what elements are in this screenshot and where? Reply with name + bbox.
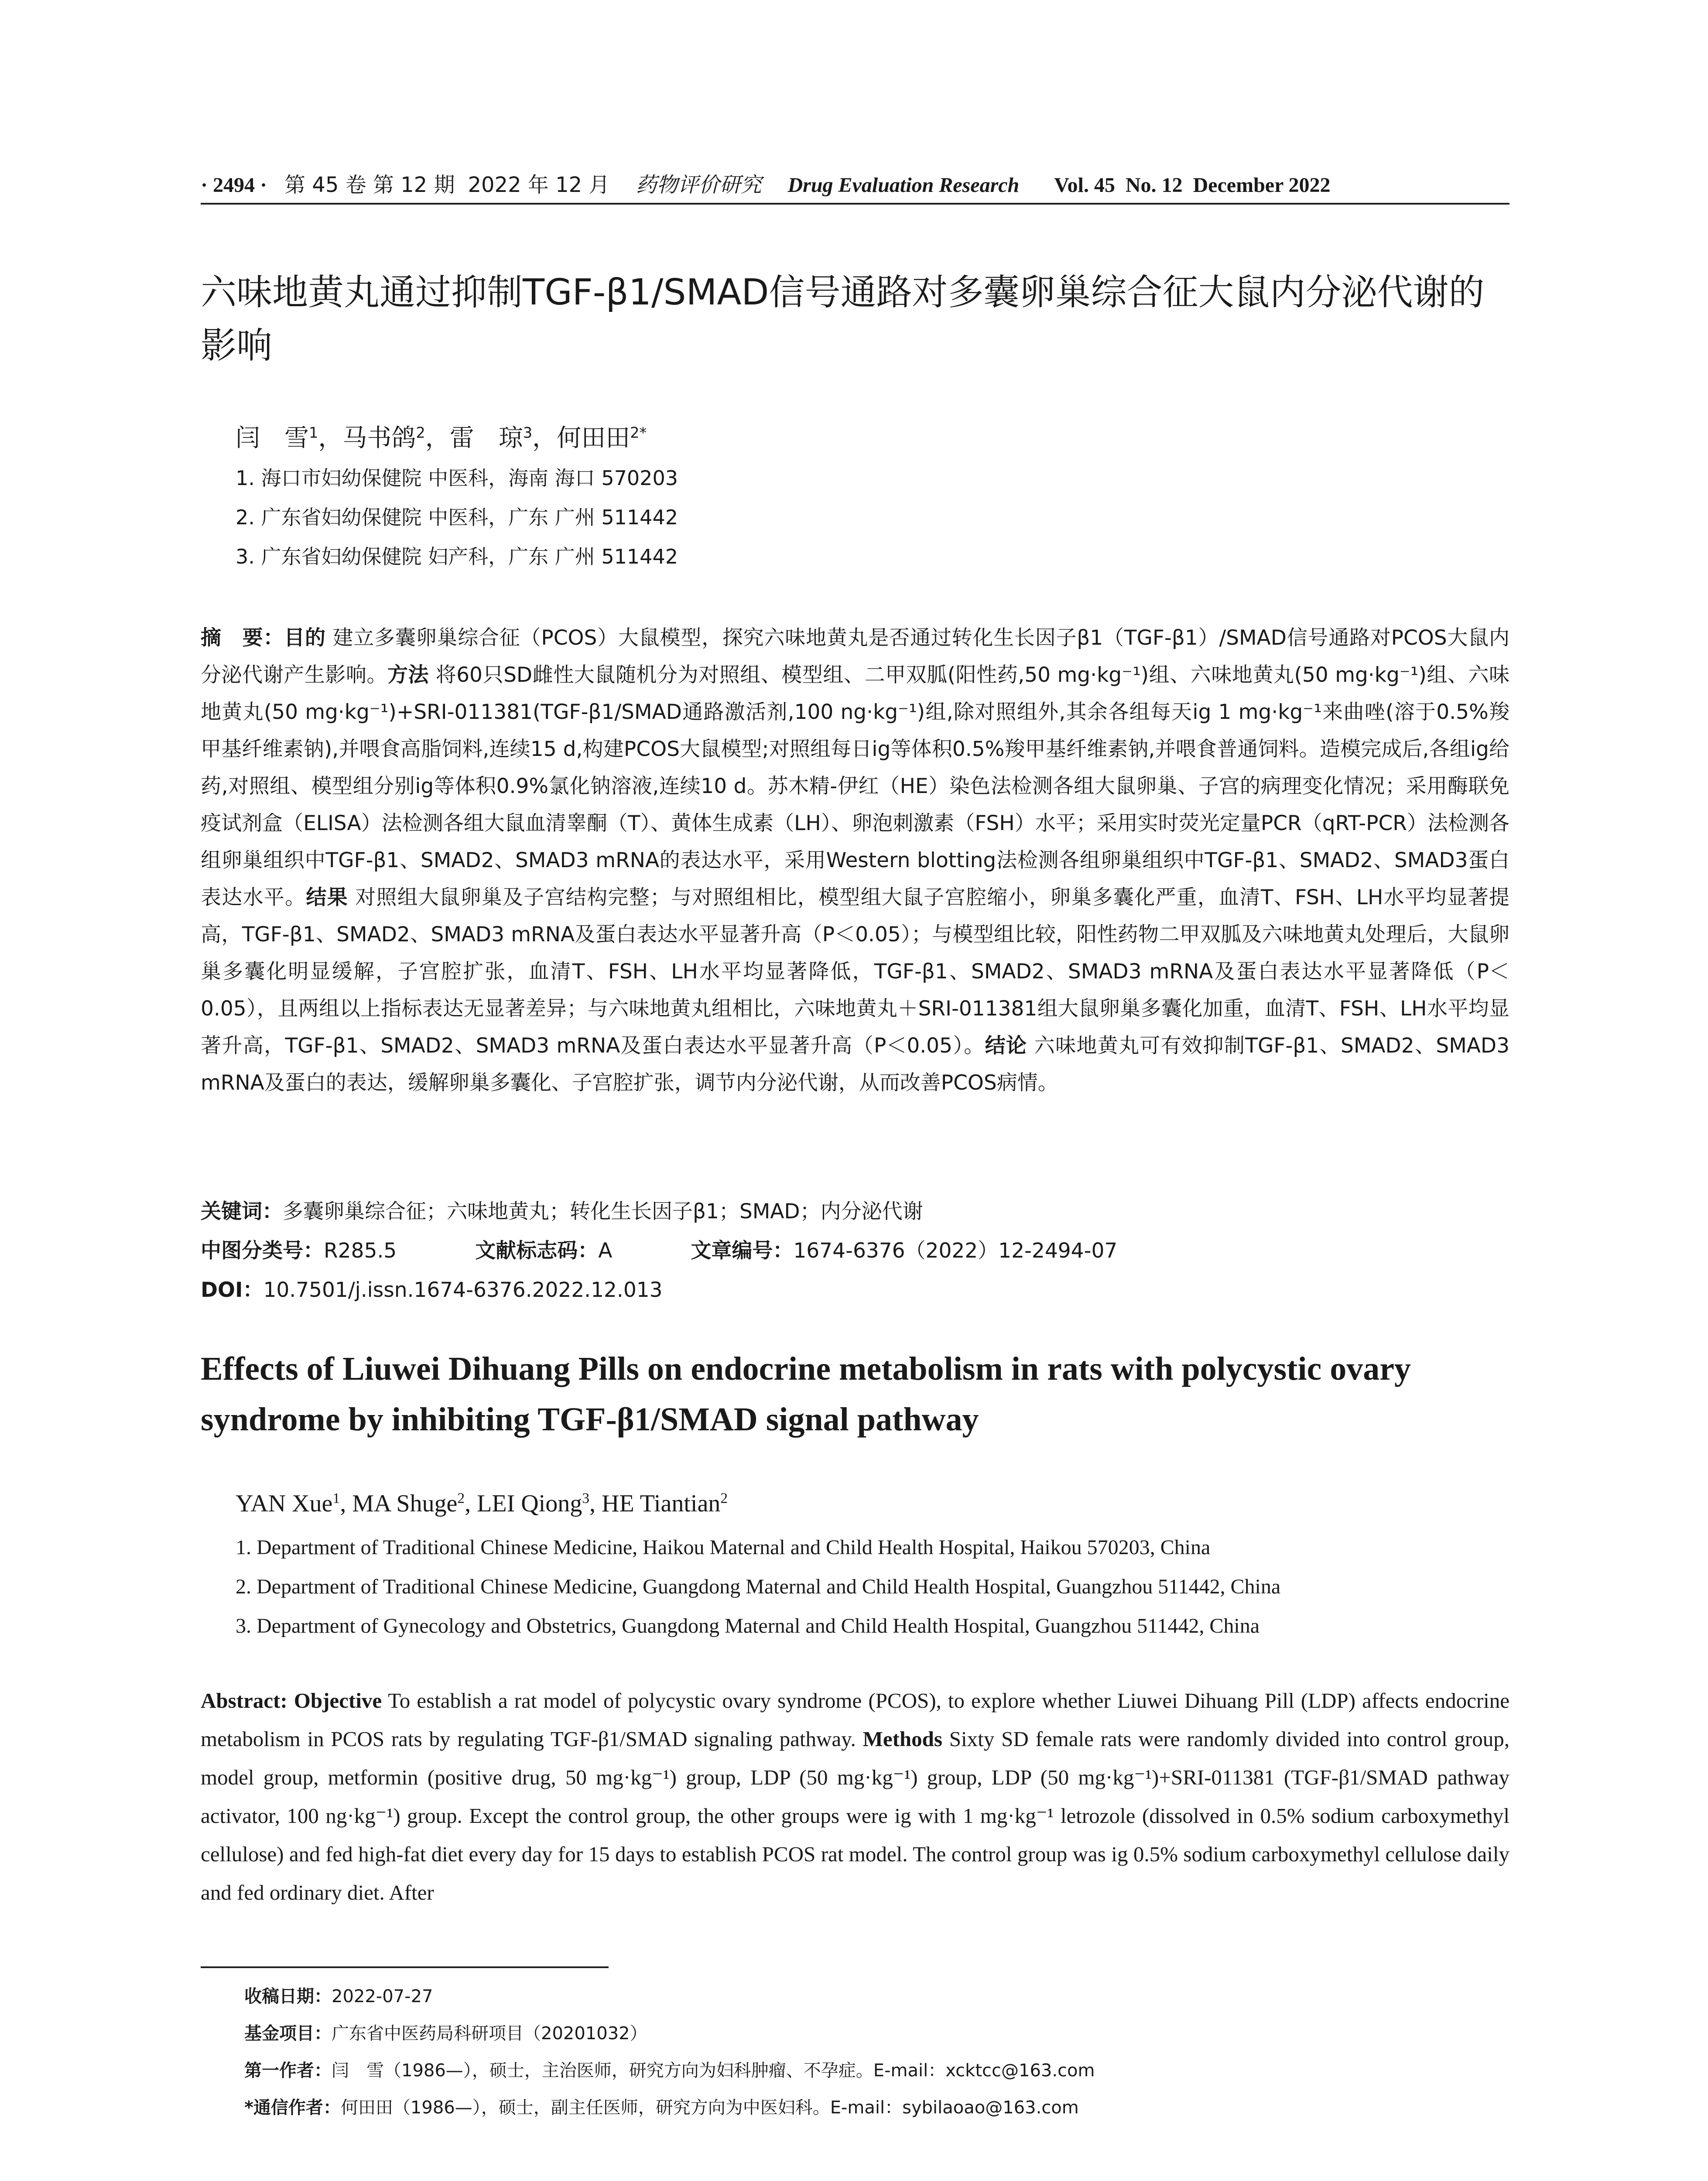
author-1: 闫 雪 [236, 424, 309, 452]
author-4-affil: 2* [630, 424, 647, 441]
conclusion-text-cn: 六味地黄丸可有效抑制TGF-β1、SMAD2、SMAD3 mRNA及蛋白的表达，缓解卵巢多囊化、子宫腔扩张，调节内分泌代谢，从而改善PCOS病情。 [201, 1034, 1509, 1095]
author-en-1: YAN Xue [236, 1490, 333, 1517]
author-2: ，马书鸽 [318, 424, 416, 452]
author-2-affil: 2 [416, 424, 425, 441]
author-3-affil: 3 [523, 424, 533, 441]
author-en-3-affil: 3 [582, 1490, 590, 1507]
authors-en [236, 1490, 1283, 1518]
doc-code-label: 文献标志码： [475, 1239, 599, 1263]
clc-value: R285.5 [324, 1239, 397, 1263]
volume-issue-en: Vol. 45 No. 12 December 2022 [1054, 174, 1331, 197]
abstract-en [201, 1682, 1509, 1912]
author-1-affil: 1 [309, 424, 318, 441]
objective-text-cn: 建立多囊卵巢综合征（PCOS）大鼠模型，探究六味地黄丸是否通过转化生长因子β1（TGF-β1）/SMAD信号通路对PCOS大鼠内分泌代谢产生影响。 [201, 626, 1509, 687]
journal-name-en: Drug Evaluation Research [787, 174, 1020, 197]
doc-code-value: A [598, 1239, 613, 1263]
doi-line [201, 1274, 1509, 1303]
affiliation-cn-1: 1. 海口市妇幼保健院 中医科，海南 海口 570203 [236, 466, 678, 490]
keywords-label: 关键词： [201, 1200, 283, 1224]
affiliation-cn-3: 3. 广东省妇幼保健院 妇产科，广东 广州 511442 [236, 545, 678, 568]
conclusion-label-cn: 结论 [985, 1034, 1027, 1058]
results-text-cn: 对照组大鼠卵巢及子宫结构完整；与对照组相比，模型组大鼠子宫腔缩小，卵巢多囊化严重，血清T、FSH、LH水平均显著提高，TGF-β1、SMAD2、SMAD3 mRNA及蛋白表达水平显著升高（P＜0.05）；与模型组比较，阳性药物二甲双胍及六味地黄丸处理后，大鼠卵巢多囊化明显缓解，子宫腔扩张，血清T、FSH、LH水平均显著降低，TGF-β1、SMAD2、SMAD3 mRNA及蛋白表达水平显著降低（P＜0.05），且两组以上指标表达无显著差异；与六味地黄丸组相比，六味地黄丸＋SRI-011381组大鼠卵巢多囊化加重，血清T、FSH、LH水平均显著升高，TGF-β1、SMAD2、SMAD3 mRNA及蛋白表达水平显著升高（P＜0.05）。 [201, 885, 1510, 1058]
title-cn: 六味地黄丸通过抑制TGF-β1/SMAD信号通路对多囊卵巢综合征大鼠内分泌代谢的影响 [201, 272, 1485, 366]
corr-author-label: *通信作者： [244, 2098, 341, 2118]
abstract-cn-label: 摘 要： [201, 626, 284, 650]
fund-label: 基金项目： [244, 2024, 332, 2044]
first-author-text: 闫 雪（1986—），硕士，主治医师，研究方向为妇科肿瘤、不孕症。E-mail：xcktcc@163.com [332, 2061, 1095, 2081]
footnote-corresponding-author [244, 2094, 1466, 2119]
footnote-rule [201, 1966, 609, 1968]
affiliation-cn-2: 2. 广东省妇幼保健院 中医科，广东 广州 511442 [236, 506, 678, 529]
authors-cn [236, 419, 1283, 454]
objective-text-en: To establish a rat model of polycystic ovary syndrome (PCOS), to explore whether Liuwei Dihuang Pill (LDP) affects endocrine metabolism in PCOS rats by regulating TGF-β1/SMAD signaling pathway. [201, 1689, 1509, 1751]
author-4: ，何田田 [532, 424, 630, 452]
affiliation-en-3: 3. Department of Gynecology and Obstetrics, Guangdong Maternal and Child Health Hospital, Guangzhou 511442, China [236, 1614, 1260, 1637]
footnote-fund [244, 2020, 1466, 2044]
article-no-label: 文章编号： [691, 1239, 794, 1263]
keywords-cn [201, 1195, 1509, 1224]
doi-label: DOI： [201, 1278, 264, 1302]
header-rule [201, 203, 1509, 205]
doi-value[interactable]: 10.7501/j.issn.1674-6376.2022.12.013 [263, 1278, 663, 1302]
article-no-value: 1674-6376（2022）12-2494-07 [793, 1239, 1118, 1263]
author-en-4-affil: 2 [720, 1490, 728, 1507]
author-3: ，雷 琼 [425, 424, 523, 452]
author-en-2-affil: 2 [457, 1490, 465, 1507]
methods-text-cn: 将60只SD雌性大鼠随机分为对照组、模型组、二甲双胍(阳性药,50 mg·kg⁻¹)组、六味地黄丸(50 mg·kg⁻¹)组、六味地黄丸(50 mg·kg⁻¹)+SRI-011381(TGF-β1/SMAD通路激活剂,100 ng·kg⁻¹)组,除对照组外,其余各组每天ig 1 mg·kg⁻¹来曲唑(溶于0.5%羧甲基纤维素钠),并喂食高脂饲料,连续15 d,构建PCOS大鼠模型;对照组每日ig等体积0.5%羧甲基纤维素钠,并喂食普通饲料。造模完成后,各组ig给药,对照组、模型组分别ig等体积0.9%氯化钠溶液,连续10 d。苏木精-伊红（HE）染色法检测各组大鼠卵巢、子宫的病理变化情况；采用酶联免疫试剂盒（ELISA）法检测各组大鼠血清睾酮（T）、黄体生成素（LH）、卵泡刺激素（FSH）水平；采用实时荧光定量PCR（qRT-PCR）法检测各组卵巢组织中TGF-β1、SMAD2、SMAD3 mRNA的表达水平，采用Western blotting法检测各组卵巢组织中TGF-β1、SMAD2、SMAD3蛋白表达水平。 [201, 663, 1509, 909]
abstract-en-label: Abstract: [201, 1689, 288, 1713]
volume-issue-cn: 第 45 卷 第 12 期 [284, 173, 455, 197]
running-header [201, 168, 1509, 198]
first-author-label: 第一作者： [244, 2061, 332, 2081]
abstract-cn [201, 619, 1509, 1101]
footnote-received [244, 1983, 1466, 2007]
title-en: Effects of Liuwei Dihuang Pills on endocrine metabolism in rats with polycystic ovary syndrome by inhibiting TGF-β1/SMAD signal pathway [201, 1350, 1411, 1438]
methods-label-cn: 方法 [387, 663, 429, 687]
classification-line [201, 1234, 1509, 1264]
author-en-1-affil: 1 [332, 1490, 340, 1507]
received-label: 收稿日期： [244, 1986, 332, 2007]
date-cn: 2022 年 12 月 [468, 173, 610, 197]
clc-label: 中图分类号： [201, 1239, 324, 1263]
page-number: · 2494 · [201, 174, 267, 197]
journal-name-cn: 药物评价研究 [636, 173, 762, 197]
corr-author-text: 何田田（1986—），硕士，副主任医师，研究方向为中医妇科。E-mail：sybilaoao@163.com [340, 2098, 1079, 2118]
objective-label-en: Objective [294, 1689, 382, 1713]
keywords-text: 多囊卵巢综合征；六味地黄丸；转化生长因子β1；SMAD；内分泌代谢 [283, 1200, 923, 1224]
affiliation-en-1: 1. Department of Traditional Chinese Medicine, Haikou Maternal and Child Health Hospital, Haikou 570203, China [236, 1536, 1211, 1559]
methods-label-en: Methods [863, 1727, 942, 1751]
fund-text: 广东省中医药局科研项目（20201032） [332, 2024, 647, 2044]
objective-label-cn: 目的 [284, 626, 326, 650]
affiliation-en-2: 2. Department of Traditional Chinese Medicine, Guangdong Maternal and Child Health Hospital, Guangzhou 511442, China [236, 1575, 1281, 1598]
footnote-first-author [244, 2057, 1466, 2082]
author-en-2: , MA Shuge [340, 1490, 458, 1517]
results-label-cn: 结果 [306, 885, 348, 909]
methods-text-en: Sixty SD female rats were randomly divided into control group, model group, metformin (positive drug, 50 mg·kg⁻¹) group, LDP (50 mg·kg⁻¹) group, LDP (50 mg·kg⁻¹)+SRI-011381 (TGF-β1/SMAD pathway activator, 100 ng·kg⁻¹) group. Except the control group, the other groups were ig with 1 mg·kg⁻¹ letrozole (dissolved in 0.5% sodium carboxymethyl cellulose) and fed high-fat diet every day for 15 days to establish PCOS rat model. The control group was ig 0.5% sodium carboxymethyl cellulose daily and fed ordinary diet. After [201, 1727, 1509, 1904]
author-en-4: , HE Tiantian [589, 1490, 721, 1517]
author-en-3: , LEI Qiong [465, 1490, 582, 1517]
received-date: 2022-07-27 [332, 1986, 433, 2007]
